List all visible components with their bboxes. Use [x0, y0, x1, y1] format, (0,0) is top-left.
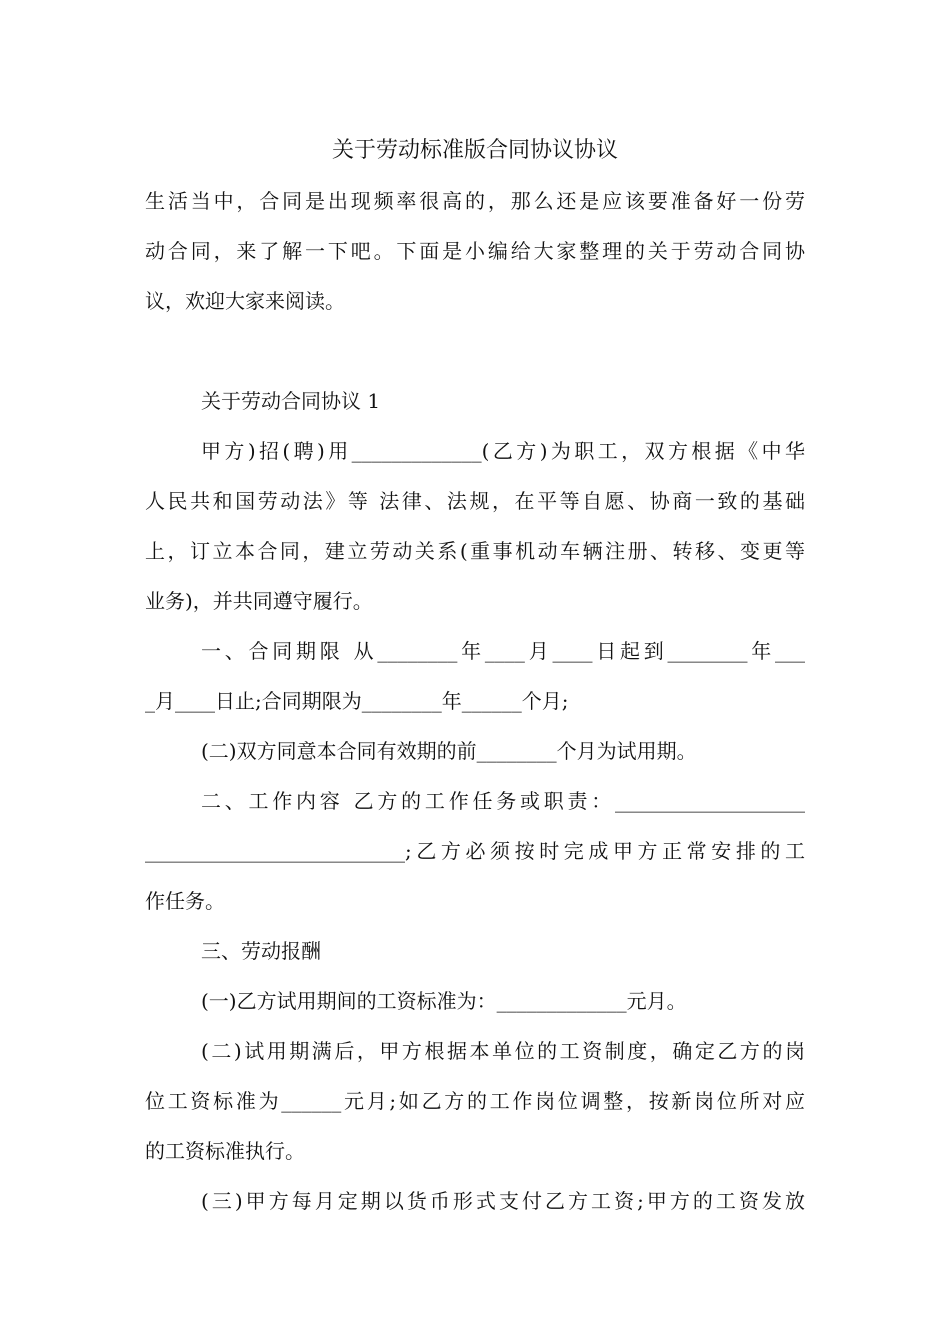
section-heading: 关于劳动合同协议 1 [201, 389, 381, 413]
paragraph-line: 议，欢迎大家来阅读。 [145, 289, 345, 313]
paragraph-line: 业务)，并共同遵守履行。 [145, 589, 373, 613]
paragraph-line: __________________________;乙方必须按时完成甲方正常安排的工 [145, 839, 805, 863]
paragraph-line: 人民共和国劳动法》等 法律、法规，在平等自愿、协商一致的基础 [145, 489, 805, 513]
paragraph-line: 一、合同期限 从________年____月____日起到________年___ [201, 639, 805, 663]
paragraph-line: 的工资标准执行。 [145, 1139, 305, 1163]
paragraph-line: (二)试用期满后，甲方根据本单位的工资制度，确定乙方的岗 [201, 1039, 805, 1063]
paragraph-line: 甲方)招(聘)用_____________(乙方)为职工，双方根据《中华 [201, 439, 805, 463]
paragraph-line: 生活当中，合同是出现频率很高的，那么还是应该要准备好一份劳 [145, 189, 805, 213]
section-heading: 三、劳动报酬 [201, 939, 321, 963]
paragraph-line: _月____日止;合同期限为________年______个月; [145, 689, 569, 713]
paragraph-line: (二)双方同意本合同有效期的前________个月为试用期。 [201, 739, 697, 763]
paragraph-line: (三)甲方每月定期以货币形式支付乙方工资;甲方的工资发放 [201, 1189, 805, 1213]
paragraph-line: 作任务。 [145, 889, 225, 913]
document-title: 关于劳动标准版合同协议协议 [331, 138, 618, 163]
paragraph-line: 动合同，来了解一下吧。下面是小编给大家整理的关于劳动合同协 [145, 239, 805, 263]
paragraph-line: (一)乙方试用期间的工资标准为：_____________元月。 [201, 989, 687, 1013]
paragraph-line: 二、工作内容 乙方的工作任务或职责：___________________ [201, 789, 805, 813]
paragraph-line: 上，订立本合同，建立劳动关系(重事机动车辆注册、转移、变更等 [145, 539, 805, 563]
paragraph-line: 位工资标准为______元月;如乙方的工作岗位调整，按新岗位所对应 [145, 1089, 805, 1113]
